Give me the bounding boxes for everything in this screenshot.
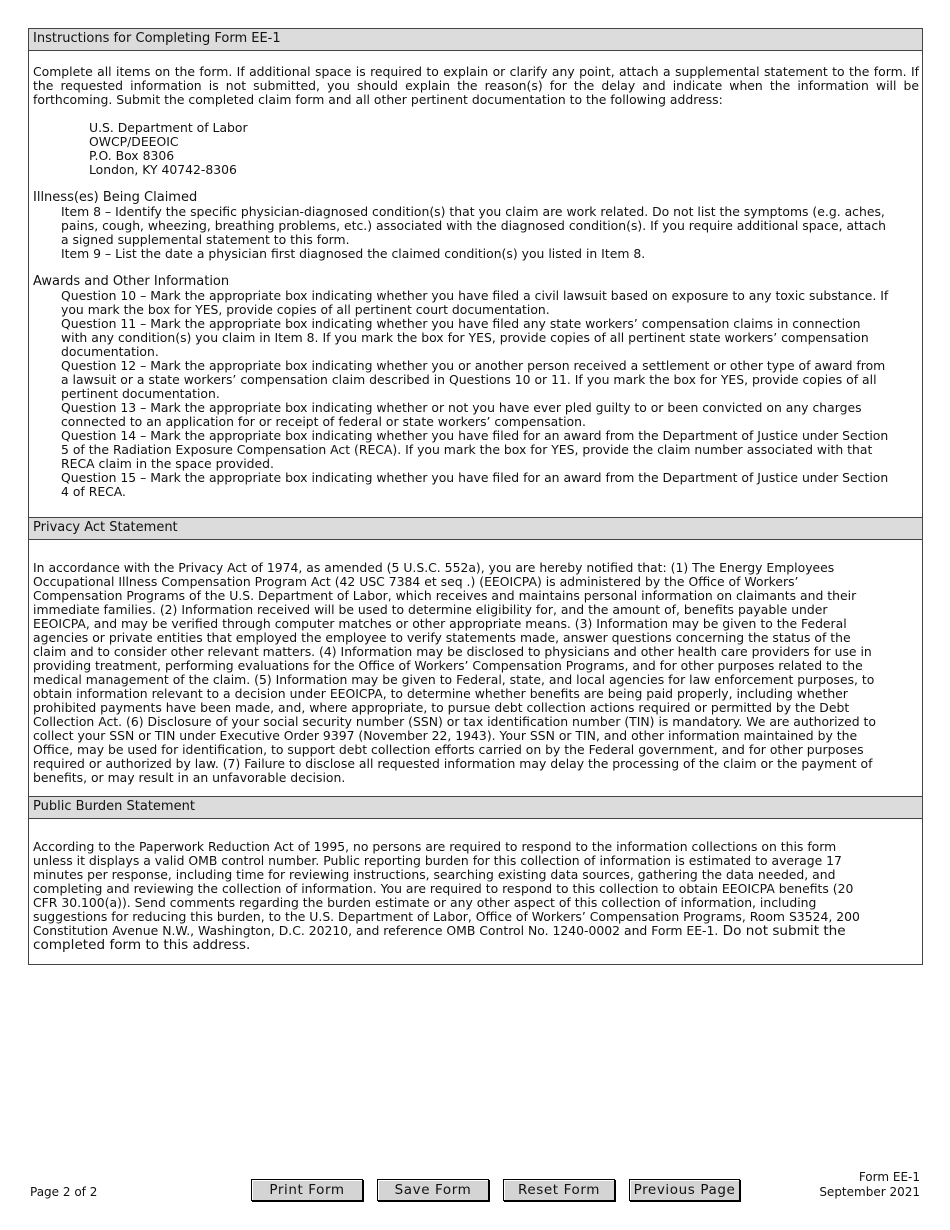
address-line: London, KY 40742-8306	[89, 162, 237, 177]
awards-item: Question 14 – Mark the appropriate box indicating whether you have filed for an award from the Department of Justice under Section 5 of the Radiation Exposure Compensation Act (RECA). If you mark the box for YES, provide the claim number associated with that RECA claim in the space provided.	[61, 428, 889, 471]
previous-page-button[interactable]: Previous Page	[629, 1179, 740, 1201]
burden-section	[28, 796, 923, 965]
burden-body	[33, 840, 878, 952]
reset-form-button[interactable]: Reset Form	[503, 1179, 615, 1201]
burden-header: Public Burden Statement	[29, 797, 922, 819]
illness-item: Item 9 – List the date a physician first diagnosed the claimed condition(s) you listed in Item 8.	[61, 246, 646, 261]
illness-item: Item 8 – Identify the specific physician-diagnosed condition(s) that you claim are work related. Do not list the symptoms (e.g. aches, pains, cough, wheezing, breathing problems, etc.) associated with the diagnosed condition(s). If you require additional space, attach a signed supplemental statement to this form.	[61, 204, 887, 247]
address-line: U.S. Department of Labor	[89, 120, 248, 135]
form-date: September 2021	[819, 1185, 920, 1199]
save-form-button[interactable]: Save Form	[377, 1179, 489, 1201]
form-buttons	[251, 1179, 740, 1201]
awards-item: Question 12 – Mark the appropriate box indicating whether you or another person received a settlement or other type of award from a lawsuit or a state workers’ compensation claim described in Questions 10 or 11. If you mark the box for YES, provide copies of all pertinent documentation.	[61, 358, 886, 401]
privacy-section	[28, 517, 923, 797]
print-form-button[interactable]: Print Form	[251, 1179, 363, 1201]
address-line: OWCP/DEEOIC	[89, 134, 179, 149]
awards-items	[33, 289, 919, 499]
instructions-section	[28, 28, 923, 518]
awards-item: Question 11 – Mark the appropriate box indicating whether you have filed any state workers’ compensation claims in connection with any condition(s) you claim in Item 8. If you mark the box for YES, provide copies of all pertinent state workers’ compensation documentation.	[61, 316, 869, 359]
form-name: Form EE-1	[858, 1170, 920, 1184]
awards-item: Question 13 – Mark the appropriate box indicating whether or not you have ever pled guilty to or been convicted on any charges connected to an application for or receipt of federal or state workers’ compensation.	[61, 400, 862, 429]
burden-closing: Do not submit the completed form to this address.	[33, 923, 846, 953]
instructions-intro: Complete all items on the form. If additional space is required to explain or clarify any point, attach a supplemental statement to the form. If the requested information is not submitted, you should explain the reason(s) for the delay and indicate when the information will be forthcoming. Submit the completed claim form and all other pertinent documentation to the following address:	[33, 64, 919, 107]
illness-heading: Illness(es) Being Claimed	[33, 190, 198, 205]
instructions-header: Instructions for Completing Form EE-1	[29, 29, 922, 51]
privacy-header: Privacy Act Statement	[29, 518, 922, 540]
awards-item: Question 15 – Mark the appropriate box indicating whether you have filed for an award from the Department of Justice under Section 4 of RECA.	[61, 470, 889, 499]
privacy-body: In accordance with the Privacy Act of 1974, as amended (5 U.S.C. 552a), you are hereby notified that: (1) The Energy Employees Occupational Illness Compensation Program Act (42 USC 7384 et seq .) (EEOICPA) is administered by the Office of Workers’ Compensation Programs of the U.S. Department of Labor, which receives and maintains personal information on claimants and their immediate families. (2) Information received will be used to determine eligibility for, and the amount of, benefits payable under EEOICPA, and may be verified through computer matches or other appropriate means. (3) Information may be given to the Federal agencies or private entities that employed the employee to verify statements made, answer questions concerning the status of the claim and to consider other relevant matters. (4) Information may be disclosed to physicians and other health care providers for use in providing treatment, performing evaluations for the Office of Workers’ Compensation Programs, and for other purposes related to the medical management of the claim. (5) Information may be given to Federal, state, and local agencies for law enforcement purposes, to obtain information relevant to a decision under EEOICPA, to determine whether benefits are being paid properly, including whether prohibited payments have been made, and, where appropriate, to pursue debt collection actions required or permitted by the Debt Collection Act. (6) Disclosure of your social security number (SSN) or tax identification number (TIN) is mandatory. We are authorized to collect your SSN or TIN under Executive Order 9397 (November 22, 1943). Your SSN or TIN, and other information maintained by the Office, may be used for identification, to support debt collection efforts carried on by the Federal government, and for other purposes required or authorized by law. (7) Failure to disclose all requested information may delay the processing of the claim or the payment of benefits, or may result in an unfavorable decision.	[33, 560, 876, 785]
awards-heading: Awards and Other Information	[33, 274, 230, 289]
mailing-address	[89, 121, 919, 177]
page-number: Page 2 of 2	[30, 1185, 98, 1199]
illness-items	[33, 205, 919, 261]
burden-text: According to the Paperwork Reduction Act of 1995, no persons are required to respond to the information collections on this form unless it displays a valid OMB control number. Public reporting burden for this collection of information is estimated to average 17 minutes per response, including time for reviewing instructions, searching existing data sources, gathering the data needed, and completing and reviewing the collection of information. You are required to respond to this collection to obtain EEOICPA benefits (20 CFR 30.100(a)). Send comments regarding the burden estimate or any other aspect of this collection of information, including suggestions for reducing this burden, to the U.S. Department of Labor, Office of Workers’ Compensation Programs, Room S3524, 200 Constitution Avenue N.W., Washington, D.C. 20210, and reference OMB Control No. 1240-0002 and Form EE-1.	[33, 839, 860, 938]
awards-item: Question 10 – Mark the appropriate box indicating whether you have filed a civil lawsuit based on exposure to any toxic substance. If you mark the box for YES, provide copies of all pertinent court documentation.	[61, 288, 889, 317]
form-identifier	[819, 1170, 920, 1200]
address-line: P.O. Box 8306	[89, 148, 175, 163]
